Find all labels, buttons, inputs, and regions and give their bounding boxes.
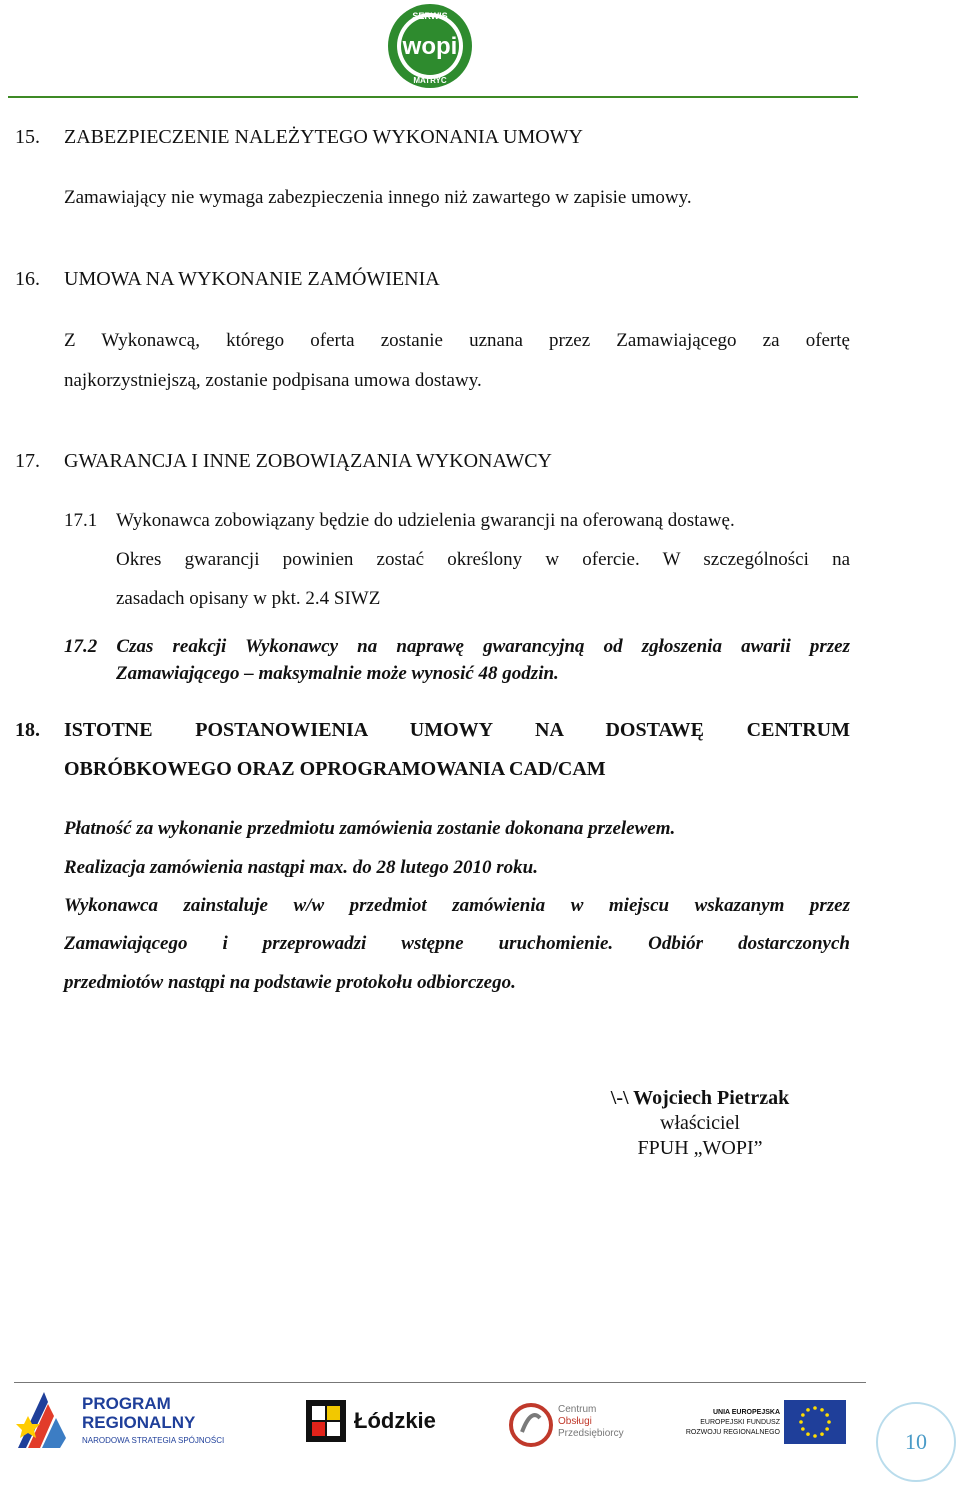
section-18-number: 18. xyxy=(15,719,40,741)
section-18-line-2: Realizacja zamówienia nastąpi max. do 28 lutego 2010 roku. xyxy=(64,857,538,878)
point-17-1-line-2: Okres gwarancji powinien zostać określony w ofercie. W szczególności na xyxy=(116,549,850,570)
page-number: 10 xyxy=(876,1402,956,1482)
section-18-line-1: Płatność za wykonanie przedmiotu zamówienia zostanie dokonana przelewem. xyxy=(64,818,676,839)
lodzkie-label: Łódzkie xyxy=(354,1408,436,1433)
signature-company: FPUH „WOPI” xyxy=(637,1137,763,1159)
section-15-number: 15. xyxy=(15,126,40,148)
point-17-2-line-2: Zamawiającego – maksymalnie może wynosić 48 godzin. xyxy=(116,663,559,684)
logo-top-text: SERWIS xyxy=(412,11,448,21)
section-18-line-4: Zamawiającego i przeprowadzi wstępne uruchomienie. Odbiór dostarczonych xyxy=(64,933,850,954)
point-17-1-line-1: Wykonawca zobowiązany będzie do udzielenia gwarancji na oferowaną dostawę. xyxy=(116,510,735,531)
eu-star xyxy=(825,1427,829,1431)
centrum-line-2: Obsługi xyxy=(558,1416,592,1427)
section-17-title: GWARANCJA I INNE ZOBOWIĄZANIA WYKONAWCY xyxy=(64,450,552,472)
eu-star xyxy=(806,1432,810,1436)
program-regionalny-logo xyxy=(14,1388,234,1452)
eu-star xyxy=(813,1434,817,1438)
section-16-number: 16. xyxy=(15,268,40,290)
program-line-1: PROGRAM xyxy=(82,1394,171,1413)
section-15-title: ZABEZPIECZENIE NALEŻYTEGO WYKONANIA UMOWY xyxy=(64,126,583,148)
section-18-line-3: Wykonawca zainstaluje w/w przedmiot zamówienia w miejscu wskazanym przez xyxy=(64,895,850,916)
lodzkie-logo xyxy=(306,1400,446,1446)
section-17-number: 17. xyxy=(15,450,40,472)
eu-line-3: ROZWOJU REGIONALNEGO xyxy=(685,1429,780,1436)
eu-star xyxy=(801,1413,805,1417)
centrum-line-1: Centrum xyxy=(558,1404,597,1415)
eu-line-2: EUROPEJSKI FUNDUSZ xyxy=(700,1419,780,1426)
program-line-3: NARODOWA STRATEGIA SPÓJNOŚCI xyxy=(82,1436,225,1445)
signature-block xyxy=(570,1087,830,1160)
eu-star xyxy=(825,1413,829,1417)
logo-bottom-text: MATRYC xyxy=(413,76,447,85)
eu-logo xyxy=(684,1400,848,1446)
eu-line-1: UNIA EUROPEJSKA xyxy=(712,1409,780,1416)
program-line-2: REGIONALNY xyxy=(82,1413,196,1432)
section-18-title-line-2: OBRÓBKOWEGO ORAZ OPROGRAMOWANIA CAD/CAM xyxy=(64,758,606,780)
eu-star xyxy=(799,1420,803,1424)
section-16-line-1: Z Wykonawcą, którego oferta zostanie uznana przez Zamawiającego za ofertę xyxy=(64,330,850,351)
eu-flag-icon xyxy=(784,1400,846,1444)
eu-star xyxy=(813,1406,817,1410)
lodzkie-icon xyxy=(306,1400,346,1442)
centrum-obslugi-icon xyxy=(508,1402,554,1448)
section-18-line-5: przedmiotów nastąpi na podstawie protokołu odbiorczego. xyxy=(64,972,516,993)
eu-star xyxy=(820,1408,824,1412)
point-17-1-line-3: zasadach opisany w pkt. 2.4 SIWZ xyxy=(116,588,381,609)
wopi-logo-icon xyxy=(380,2,480,90)
signature-name: \-\ Wojciech Pietrzak xyxy=(610,1087,790,1109)
section-15-text: Zamawiający nie wymaga zabezpieczenia innego niż zawartego w zapisie umowy. xyxy=(64,187,692,208)
eu-star xyxy=(806,1408,810,1412)
centrum-line-3: Przedsiębiorcy xyxy=(558,1428,624,1439)
signature-role: właściciel xyxy=(660,1112,740,1134)
eu-star xyxy=(801,1427,805,1431)
eu-star xyxy=(827,1420,831,1424)
eu-star xyxy=(820,1432,824,1436)
point-17-1-number: 17.1 xyxy=(64,510,98,531)
point-17-2-line-1: 17.2 Czas reakcji Wykonawcy na naprawę gwarancyjną od zgłoszenia awarii przez xyxy=(64,636,850,657)
centrum-obslugi-logo xyxy=(508,1398,624,1450)
section-16-title: UMOWA NA WYKONANIE ZAMÓWIENIA xyxy=(64,268,440,290)
header-divider xyxy=(8,96,858,98)
section-18-title-line-1: ISTOTNE POSTANOWIENIA UMOWY NA DOSTAWĘ CENTRUM xyxy=(64,719,850,741)
program-regionalny-icon xyxy=(14,1388,76,1452)
logo-main-text: wopi xyxy=(402,33,458,60)
section-16-line-2: najkorzystniejszą, zostanie podpisana umowa dostawy. xyxy=(64,370,482,391)
footer-divider xyxy=(14,1382,866,1383)
